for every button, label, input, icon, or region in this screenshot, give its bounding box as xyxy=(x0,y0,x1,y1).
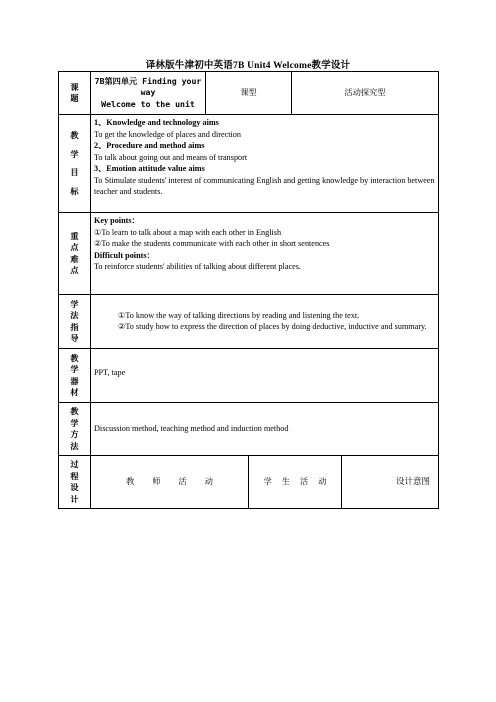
equipment-row xyxy=(59,349,439,403)
lesson-plan-table xyxy=(58,71,439,509)
lesson-type-value: 活动探究型 xyxy=(292,72,439,115)
aim-heading-3: 3、Emotion attitude value aims xyxy=(94,164,205,173)
study-guide-row xyxy=(59,295,439,349)
process-row xyxy=(59,456,439,509)
study-guide-label: 学 法 指 导 xyxy=(59,295,91,349)
document-title: 译林版牛津初中英语7B Unit4 Welcome教学设计 xyxy=(145,61,351,71)
methods-content xyxy=(91,403,439,456)
aim-text-1: To get the knowledge of places and direction xyxy=(94,129,241,139)
topic-line-1: 7B第四单元 Finding your way xyxy=(94,75,202,98)
methods-text: Discussion method, teaching method and induction method xyxy=(94,423,289,433)
topic-line-2: Welcome to the unit xyxy=(101,98,195,109)
study-guide-line-2: ②To study how to express the direction of places by doing deductive, inductive and summary. xyxy=(118,322,427,331)
aim-heading-2: 2、Procedure and method aims xyxy=(94,141,205,150)
methods-label: 教 学 方 法 xyxy=(59,403,91,456)
equipment-text: PPT, tape xyxy=(94,368,126,377)
key-points-label: 重 点 难 点 xyxy=(59,213,91,295)
key-points-heading: Key points： xyxy=(94,216,140,225)
difficult-point-1: To reinforce students' abilities of talking about different places. xyxy=(94,262,301,271)
process-label: 过 程 设 计 xyxy=(59,456,91,509)
key-points-row xyxy=(59,213,439,295)
aim-text-3: To Stimulate students' interest of communicating English and getting knowledge by interaction between teacher and students. xyxy=(94,175,435,196)
difficult-points-heading: Difficult points： xyxy=(94,250,155,260)
lesson-type-label: 课型 xyxy=(206,72,292,115)
methods-row xyxy=(59,403,439,456)
key-points-content xyxy=(91,213,439,295)
key-point-2: ②To make the students communicate with each other in short sentences xyxy=(94,239,330,248)
equipment-label: 教 学 器 材 xyxy=(59,349,91,403)
equipment-content xyxy=(91,349,439,403)
aims-content xyxy=(91,115,439,213)
topic-label: 课 题 xyxy=(59,72,91,115)
study-guide-line-1: ①To know the way of talking directions by reading and listening the text. xyxy=(118,310,360,320)
design-intent-header: 设计意图 xyxy=(342,456,439,509)
aims-label: 教 学 目 标 xyxy=(59,115,91,213)
topic-title xyxy=(91,72,206,115)
aims-row xyxy=(59,115,439,213)
key-point-1: ①To learn to talk about a map with each other in English xyxy=(94,227,282,237)
aim-heading-1: 1、Knowledge and technology aims xyxy=(94,118,219,127)
topic-row xyxy=(59,72,439,115)
aim-text-2: To talk about going out and means of transport xyxy=(94,152,248,162)
student-activity-header: 学 生 活 动 xyxy=(249,456,342,509)
teacher-activity-header: 教 师 活 动 xyxy=(91,456,249,509)
study-guide-content xyxy=(91,295,439,349)
